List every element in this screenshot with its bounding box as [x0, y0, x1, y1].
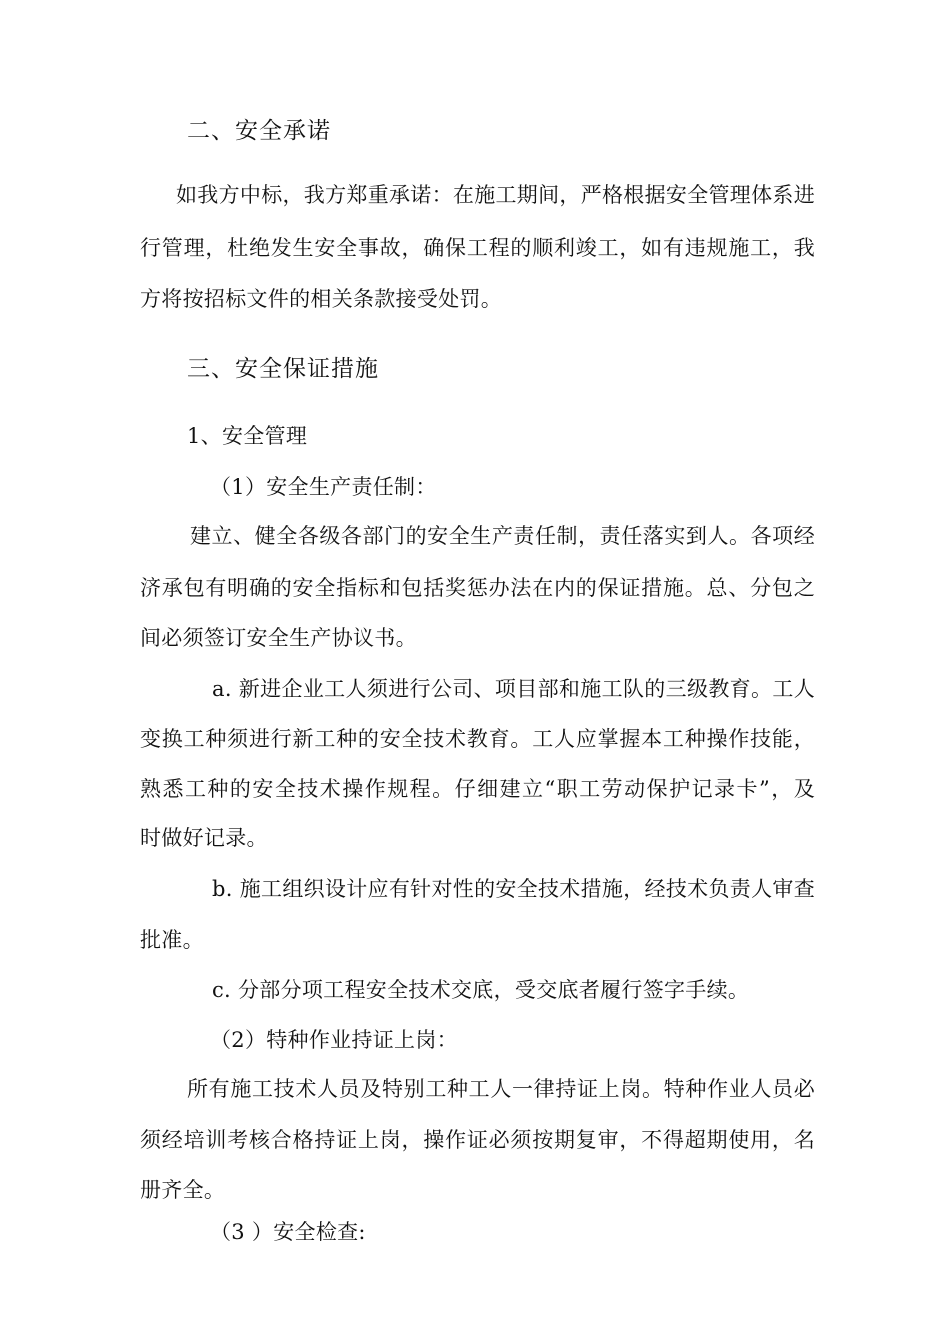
paragraph-line: 济承包有明确的安全指标和包括奖惩办法在内的保证措施。总、分包之: [140, 576, 815, 600]
section-heading-commitment: 二、安全承诺: [187, 118, 331, 144]
section-heading-safety-measures: 三、安全保证措施: [187, 356, 379, 382]
list-item-a-line: 时做好记录。: [140, 826, 268, 850]
paragraph-line: 须经培训考核合格持证上岗，操作证必须按期复审，不得超期使用，名: [140, 1128, 815, 1152]
list-item-c: c. 分部分项工程安全技术交底，受交底者履行签字手续。: [212, 978, 750, 1002]
paragraph-line: 行管理，杜绝发生安全事故，确保工程的顺利竣工，如有违规施工，我: [140, 236, 815, 260]
paragraph-line: 方将按招标文件的相关条款接受处罚。: [140, 287, 503, 311]
item-title-safety-inspection: （3 ）安全检查:: [210, 1220, 366, 1244]
subsection-title-safety-management: 1、安全管理: [187, 424, 308, 448]
list-item-b-line: 批准。: [140, 928, 204, 952]
list-item-a-line: 变换工种须进行新工种的安全技术教育。工人应掌握本工种操作技能，: [140, 727, 815, 751]
list-item-a-line: 熟悉工种的安全技术操作规程。仔细建立“职工劳动保护记录卡”，及: [140, 777, 815, 801]
paragraph-line: 册齐全。: [140, 1178, 226, 1202]
item-title-responsibility: （1）安全生产责任制：: [210, 475, 437, 499]
paragraph-line: 如我方中标，我方郑重承诺：在施工期间，严格根据安全管理体系进: [176, 183, 815, 207]
item-title-certified-operation: （2）特种作业持证上岗：: [210, 1028, 458, 1052]
paragraph-line: 间必须签订安全生产协议书。: [140, 626, 417, 650]
paragraph-line: 所有施工技术人员及特别工种工人一律持证上岗。特种作业人员必: [187, 1077, 815, 1101]
list-item-b-line: b. 施工组织设计应有针对性的安全技术措施，经技术负责人审查: [212, 877, 815, 901]
list-item-a-line: a. 新进企业工人须进行公司、项目部和施工队的三级教育。工人: [212, 677, 815, 701]
paragraph-line: 建立、健全各级各部门的安全生产责任制，责任落实到人。各项经: [190, 524, 815, 548]
